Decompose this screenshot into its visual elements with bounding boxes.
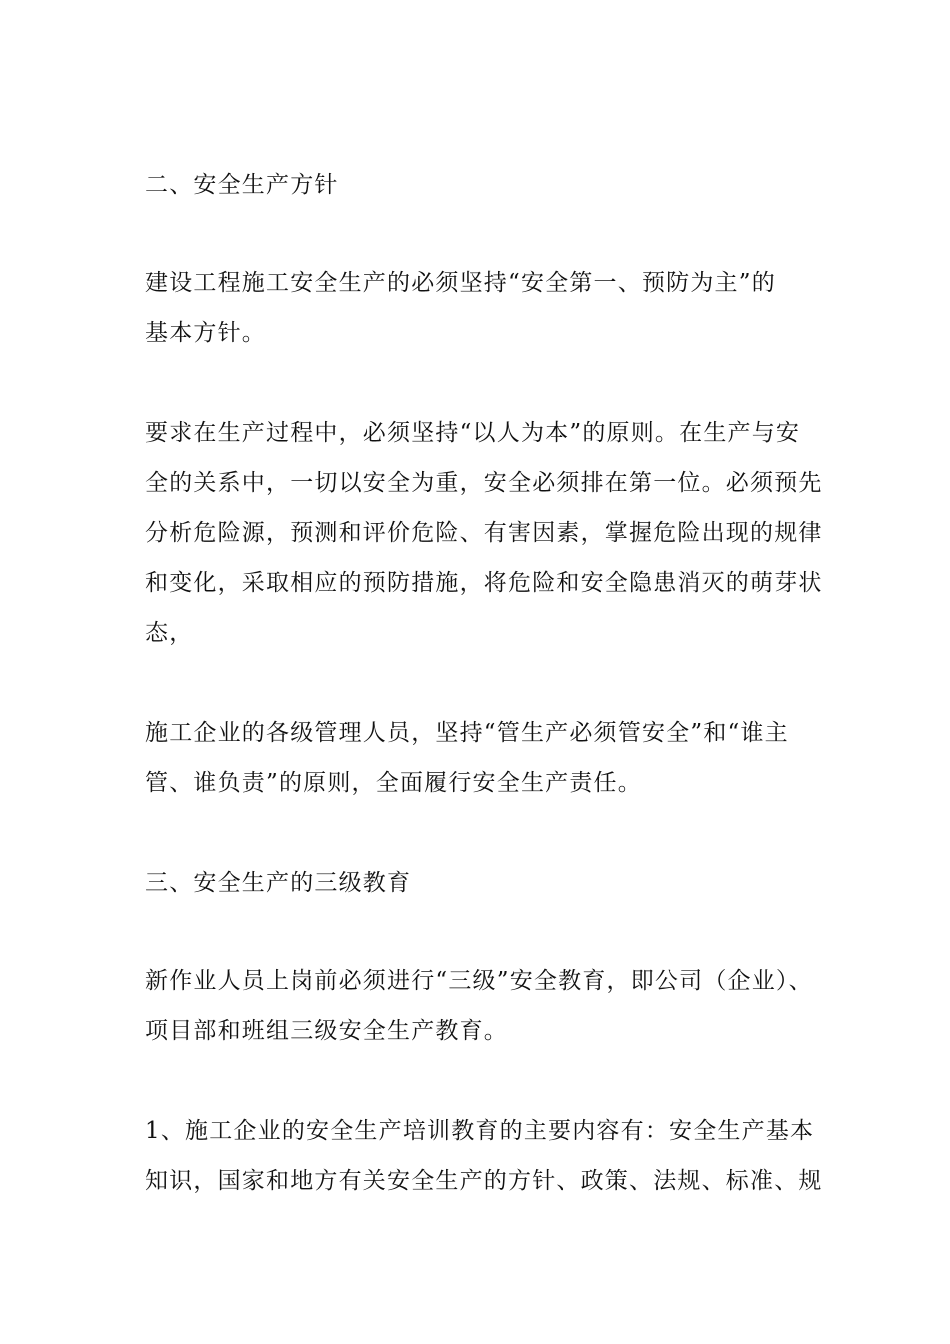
paragraph-line: 1、施工企业的安全生产培训教育的主要内容有：安全生产基本	[145, 1118, 815, 1144]
paragraph-line: 全的关系中，一切以安全为重，安全必须排在第一位。必须预先	[145, 470, 823, 496]
paragraph-line: 新作业人员上岗前必须进行“三级”安全教育，即公司（企业）、	[145, 968, 813, 994]
paragraph-line: 要求在生产过程中，必须坚持“以人为本”的原则。在生产与安	[145, 420, 801, 446]
paragraph-line: 建设工程施工安全生产的必须坚持“安全第一、预防为主”的	[145, 270, 776, 296]
paragraph-line: 管、谁负责”的原则，全面履行安全生产责任。	[145, 770, 642, 796]
paragraph-line: 态，	[145, 620, 194, 646]
section-heading-2: 二、安全生产方针	[145, 172, 339, 198]
section-heading-3: 三、安全生产的三级教育	[145, 870, 412, 896]
paragraph-line: 知识，国家和地方有关安全生产的方针、政策、法规、标准、规	[145, 1168, 823, 1194]
paragraph-line: 和变化，采取相应的预防措施，将危险和安全隐患消灭的萌芽状	[145, 570, 823, 596]
paragraph-line: 项目部和班组三级安全生产教育。	[145, 1018, 508, 1044]
paragraph-line: 分析危险源，预测和评价危险、有害因素，掌握危险出现的规律	[145, 520, 823, 546]
paragraph-line: 施工企业的各级管理人员，坚持“管生产必须管安全”和“谁主	[145, 720, 789, 746]
paragraph-line: 基本方针。	[145, 320, 266, 346]
